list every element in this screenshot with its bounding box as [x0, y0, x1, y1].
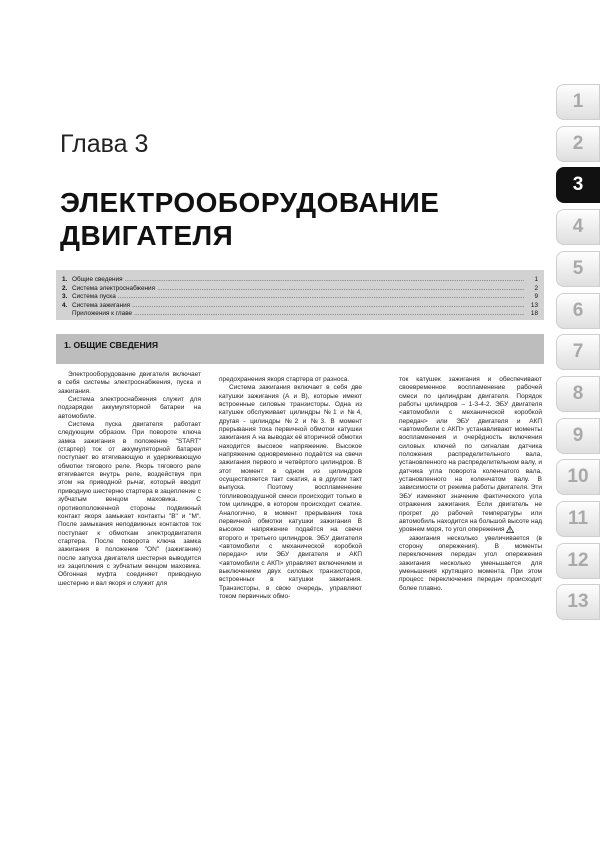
toc-row-2[interactable]: [62, 285, 538, 293]
tab-chapter-3[interactable]: 3: [556, 167, 600, 203]
text-column-3: [399, 376, 542, 593]
toc-page: 18: [530, 310, 538, 317]
paragraph: Система зажигания включает в себя две катушки зажигания (А и В), которые имеют встроенные силовые транзисторы. Одна из катушек обслуживает цилиндры №1 и №4, другая - цилиндры №2 и №3. В момент прерывания тока первичной обмотки катушки зажигания А на выводах её вторичной обмотки находится высокое напряжение. Высокое напряжение одновременно подаётся на свечи зажигания первого и четвёртого цилиндров. В этот момент в одном из цилиндров осуществляется такт сжатия, а в другом такт выпуска. Поэтому воспламенение топливовоздушной смеси происходит только в том цилиндре, в котором происходит сжатие. Аналогично, в момент прерывания тока первичной обмотки катушки зажигания В высокое напряжение подаётся на свечи второго и третьего цилиндров. ЭБУ двигателя <автомобили с механической коробкой передач> или ЭБУ двигателя и АКП <автомобили с АКП> управляет включением и выключением двух силовых транзисторов, встроенных в катушки зажигания. Транзисторы, в свою очередь, управляют током первичных обмо-: [219, 384, 362, 600]
tab-chapter-5[interactable]: 5: [556, 251, 600, 287]
toc-row-4[interactable]: [62, 302, 538, 310]
toc-page: 2: [534, 284, 538, 292]
toc-row-3[interactable]: [62, 293, 538, 301]
section-header: [56, 334, 544, 364]
toc-label: Система зажигания: [72, 301, 131, 309]
tab-chapter-11[interactable]: 11: [556, 501, 600, 537]
tab-chapter-10[interactable]: 10: [556, 459, 600, 495]
text-column-2: [219, 376, 362, 601]
tab-chapter-6[interactable]: 6: [556, 293, 600, 329]
toc-num: 2.: [62, 284, 68, 292]
paragraph-text: ток катушек зажигания и обеспечивают своевременное воспламенение рабочей смеси по цилиндрам двигателя. Порядок работы цилиндров – 1-3-4-2. ЭБУ двигателя <автомобили с механической коробкой передач> или ЭБУ двигателя и АКП <автомобили с АКП> устанавливают моменты воспламенения и очерёдность включения силовых ключей по сигналам датчика положения распределительного вала, установленного на распределительном валу, и датчика угла поворота коленчатого вала, установленного на коленчатом валу. В зависимости от режима работы двигателя. Эти ЭБУ изменяют значение фактического угла отражения зажигания. Если двигатель не прогрет до рабочей температуры или автомобиль находится на большой высоте над уровнем моря, то угол опережения: [399, 376, 542, 534]
paragraph: [399, 376, 542, 535]
tab-chapter-1[interactable]: 1: [556, 84, 600, 120]
toc-label: Система пуска: [72, 293, 116, 300]
toc-leader: [125, 276, 524, 284]
title-line-2: ДВИГАТЕЛЯ: [60, 220, 234, 251]
section-title: 1. ОБЩИЕ СВЕДЕНИЯ: [64, 340, 159, 350]
paragraph: зажигания несколько увеличивается (в сторону опережения). В моменты переключения передач угол опережения зажигания несколько уменьшается для уменьшения крутящего момента. При этом процесс переключения передач происходит более плавно.: [399, 534, 542, 592]
paragraph: Система пуска двигателя работает следующим образом. При повороте ключа замка зажигания в положение "START" (стартер) ток от аккумуляторной батареи поступает во втягивающую и удерживающую обмотки тягового реле. Якорь тягового реле втягивается внутрь реле, воздействуя при этом на приводной рычаг, который вводит приводную шестерню стартера в зацепление с зубчатым венцом маховика. С противоположенной стороны подвижный контакт якоря замыкает контакты "В" и "М". После замыкания неподвижных контактов ток поступает к обмоткам электродвигателя стартера. После поворота ключа замка зажигания в положение "ON" (зажигание) после запуска двигателя шестерня выводится из зацепления с зубчатым венцом маховика. Обгонная муфта соединяет приводную шестерню и вал якоря и служит для: [58, 421, 201, 587]
tab-chapter-13[interactable]: 13: [556, 584, 600, 620]
paragraph: Электрооборудование двигателя включает в себя системы электроснабжения, пуска и зажигания.: [58, 371, 201, 395]
toc-row-1[interactable]: [62, 276, 538, 284]
tab-chapter-7[interactable]: 7: [556, 334, 600, 370]
toc-label: Приложения к главе: [72, 310, 133, 317]
table-of-contents: [56, 270, 544, 320]
tab-chapter-12[interactable]: 12: [556, 543, 600, 579]
tab-chapter-4[interactable]: 4: [556, 209, 600, 245]
toc-page: 1: [534, 276, 538, 283]
chapter-title: [60, 186, 439, 252]
paragraph: Система электроснабжения служит для подзарядки аккумуляторной батареи на автомобиле.: [58, 396, 201, 420]
toc-page: 13: [530, 301, 538, 309]
tab-chapter-8[interactable]: 8: [556, 376, 600, 412]
toc-page: 9: [534, 293, 538, 300]
tab-chapter-9[interactable]: 9: [556, 418, 600, 454]
text-column-1: [58, 371, 201, 588]
warning-icon: [506, 526, 514, 533]
title-line-1: ЭЛЕКТРООБОРУДОВАНИЕ: [60, 187, 440, 218]
toc-num: 3.: [62, 293, 68, 300]
toc-num: 1.: [62, 276, 68, 283]
toc-num: 4.: [62, 301, 68, 309]
toc-label: Система электроснабжения: [72, 284, 156, 292]
chapter-label: Глава 3: [60, 130, 149, 158]
toc-leader: [118, 293, 524, 301]
tab-chapter-2[interactable]: 2: [556, 126, 600, 162]
paragraph: предохранения якоря стартера от разноса.: [219, 376, 350, 383]
toc-num: [62, 310, 72, 318]
toc-leader: [132, 302, 524, 310]
toc-leader: [134, 310, 524, 318]
toc-row-5[interactable]: [62, 310, 538, 318]
toc-leader: [157, 285, 524, 293]
toc-label: Общие сведения: [72, 276, 123, 283]
